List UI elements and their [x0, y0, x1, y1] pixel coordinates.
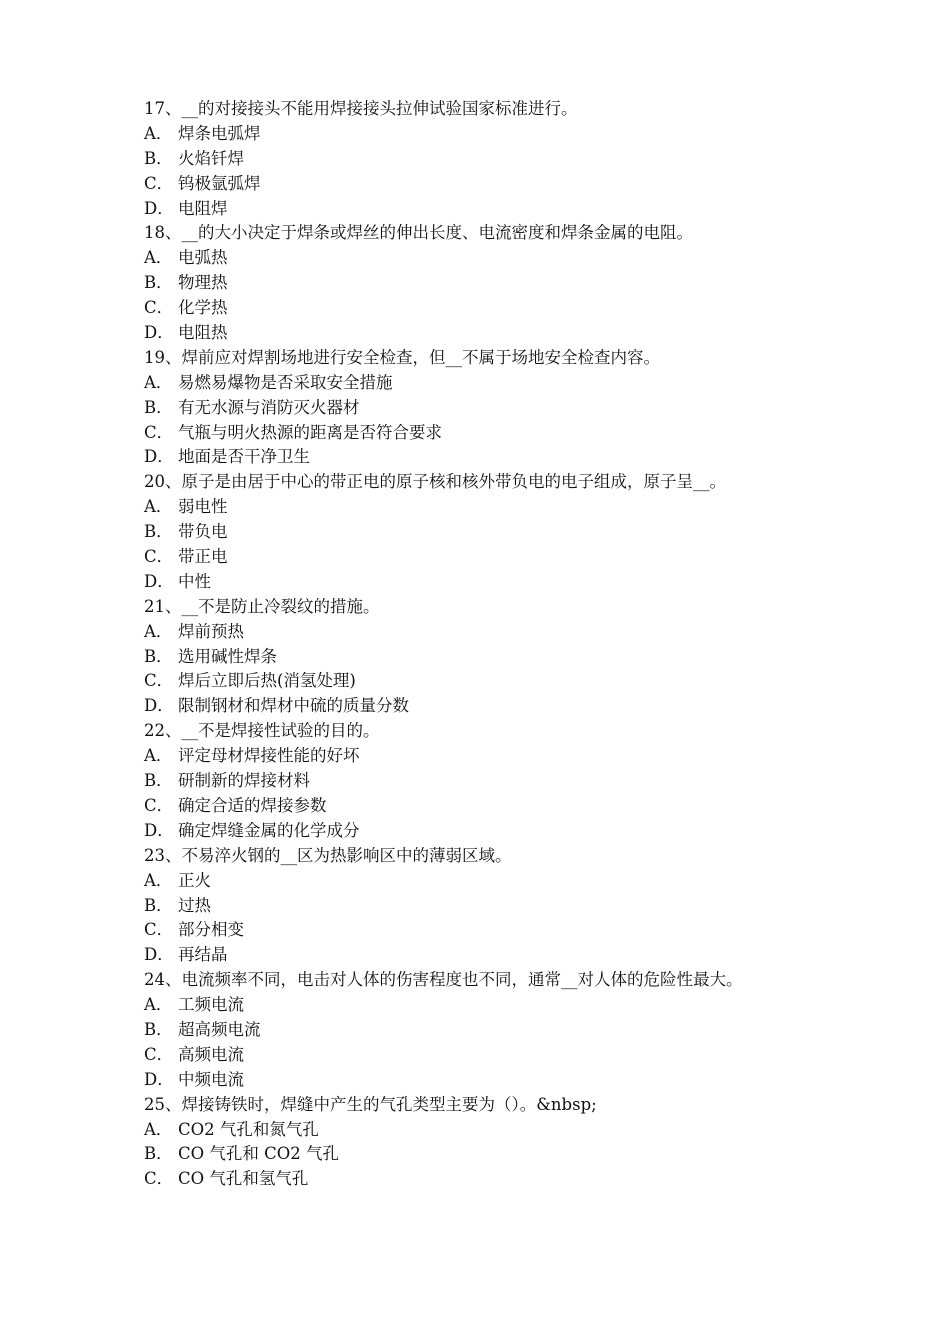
option-letter: A．	[144, 1119, 173, 1139]
option-text: 化学热	[178, 298, 228, 318]
option-text: 确定焊缝金属的化学成分	[178, 820, 360, 840]
option-text: 工频电流	[178, 995, 244, 1015]
option-letter: B．	[144, 646, 173, 666]
question-stem: 17、__的对接接头不能用焊接接头拉伸试验国家标准进行。	[144, 99, 578, 118]
question-stem: 25、焊接铸铁时，焊缝中产生的气孔类型主要为（）。&nbsp;	[144, 1094, 597, 1114]
option-row	[144, 570, 844, 595]
option-row	[144, 271, 844, 296]
option-letter: D．	[144, 1069, 174, 1089]
option-letter: D．	[144, 820, 174, 840]
option-text: 钨极氩弧焊	[178, 173, 261, 193]
option-row	[144, 918, 844, 943]
option-text: 中频电流	[178, 1069, 244, 1089]
option-letter: C．	[144, 795, 174, 815]
option-letter: D．	[144, 571, 174, 591]
option-letter: D．	[144, 945, 174, 965]
option-row	[144, 869, 844, 894]
option-letter: B．	[144, 522, 173, 542]
option-row	[144, 694, 844, 719]
option-letter: C．	[144, 920, 174, 940]
option-text: 过热	[178, 895, 211, 915]
option-row	[144, 794, 844, 819]
option-row	[144, 321, 844, 346]
option-row	[144, 1018, 844, 1043]
option-text: 评定母材焊接性能的好坏	[178, 746, 360, 766]
document-body	[144, 97, 844, 1192]
option-text: 电阻焊	[178, 198, 228, 218]
option-text: 弱电性	[178, 497, 228, 517]
option-row	[144, 445, 844, 470]
option-letter: C．	[144, 173, 174, 193]
option-text: CO2 气孔和氮气孔	[178, 1119, 319, 1139]
question-stem: 22、__不是焊接性试验的目的。	[144, 721, 380, 741]
option-row	[144, 894, 844, 919]
option-text: 部分相变	[178, 920, 244, 940]
option-letter: C．	[144, 547, 174, 567]
option-text: 限制钢材和焊材中硫的质量分数	[178, 696, 409, 716]
option-text: 火焰钎焊	[178, 148, 244, 168]
option-letter: D．	[144, 447, 174, 467]
option-text: 地面是否干净卫生	[178, 447, 310, 467]
option-text: 焊后立即后热(消氢处理)	[178, 671, 356, 691]
option-row	[144, 744, 844, 769]
option-text: 易燃易爆物是否采取安全措施	[178, 372, 393, 392]
option-letter: A．	[144, 372, 173, 392]
option-letter: A．	[144, 746, 173, 766]
option-letter: A．	[144, 870, 173, 890]
option-row	[144, 122, 844, 147]
option-letter: B．	[144, 1019, 173, 1039]
option-letter: A．	[144, 995, 173, 1015]
option-row	[144, 545, 844, 570]
option-text: 研制新的焊接材料	[178, 771, 310, 791]
option-text: 选用碱性焊条	[178, 646, 277, 666]
option-row	[144, 147, 844, 172]
option-letter: D．	[144, 323, 174, 343]
option-row	[144, 1118, 844, 1143]
option-text: 带正电	[178, 547, 228, 567]
option-text: 有无水源与消防灭火器材	[178, 397, 360, 417]
option-text: 带负电	[178, 522, 228, 542]
option-letter: A．	[144, 248, 173, 268]
option-letter: C．	[144, 422, 174, 442]
option-letter: B．	[144, 148, 173, 168]
option-letter: B．	[144, 895, 173, 915]
option-letter: D．	[144, 198, 174, 218]
option-row	[144, 371, 844, 396]
option-row	[144, 396, 844, 421]
option-text: 高频电流	[178, 1044, 244, 1064]
option-letter: A．	[144, 123, 173, 143]
option-text: 正火	[178, 870, 211, 890]
question-stem: 24、电流频率不同，电击对人体的伤害程度也不同，通常__对人体的危险性最大。	[144, 970, 743, 990]
option-row	[144, 819, 844, 844]
option-row	[144, 296, 844, 321]
option-text: 超高频电流	[178, 1019, 261, 1039]
option-row	[144, 172, 844, 197]
option-row	[144, 1068, 844, 1093]
option-text: 确定合适的焊接参数	[178, 795, 327, 815]
option-letter: C．	[144, 1044, 174, 1064]
question-stem: 20、原子是由居于中心的带正电的原子核和核外带负电的电子组成，原子呈__。	[144, 472, 726, 492]
option-row	[144, 943, 844, 968]
question-stem: 19、焊前应对焊割场地进行安全检查，但__不属于场地安全检查内容。	[144, 347, 660, 367]
option-row	[144, 769, 844, 794]
option-row	[144, 620, 844, 645]
option-letter: D．	[144, 696, 174, 716]
option-text: 物理热	[178, 273, 228, 293]
question-stem: 21、__不是防止冷裂纹的措施。	[144, 596, 380, 616]
option-letter: C．	[144, 1169, 174, 1189]
option-text: 电弧热	[178, 248, 228, 268]
option-text: 电阻热	[178, 323, 228, 343]
option-row	[144, 645, 844, 670]
option-text: CO 气孔和氢气孔	[178, 1169, 309, 1189]
option-row	[144, 495, 844, 520]
option-letter: B．	[144, 397, 173, 417]
question-stem: 23、不易淬火钢的__区为热影响区中的薄弱区域。	[144, 845, 512, 865]
option-letter: C．	[144, 298, 174, 318]
option-letter: A．	[144, 621, 173, 641]
option-row	[144, 669, 844, 694]
option-row	[144, 1043, 844, 1068]
option-row	[144, 993, 844, 1018]
option-letter: B．	[144, 1144, 173, 1164]
option-text: 再结晶	[178, 945, 228, 965]
option-row	[144, 1142, 844, 1167]
option-text: 焊前预热	[178, 621, 244, 641]
option-letter: B．	[144, 771, 173, 791]
option-row	[144, 246, 844, 271]
option-row	[144, 1167, 844, 1192]
option-text: 中性	[178, 571, 211, 591]
option-row	[144, 421, 844, 446]
question-stem: 18、__的大小决定于焊条或焊丝的伸出长度、电流密度和焊条金属的电阻。	[144, 223, 693, 243]
option-letter: C．	[144, 671, 174, 691]
option-row	[144, 520, 844, 545]
option-letter: A．	[144, 497, 173, 517]
option-text: CO 气孔和 CO2 气孔	[178, 1144, 340, 1164]
option-row	[144, 197, 844, 222]
option-letter: B．	[144, 273, 173, 293]
option-text: 焊条电弧焊	[178, 123, 261, 143]
option-text: 气瓶与明火热源的距离是否符合要求	[178, 422, 442, 442]
